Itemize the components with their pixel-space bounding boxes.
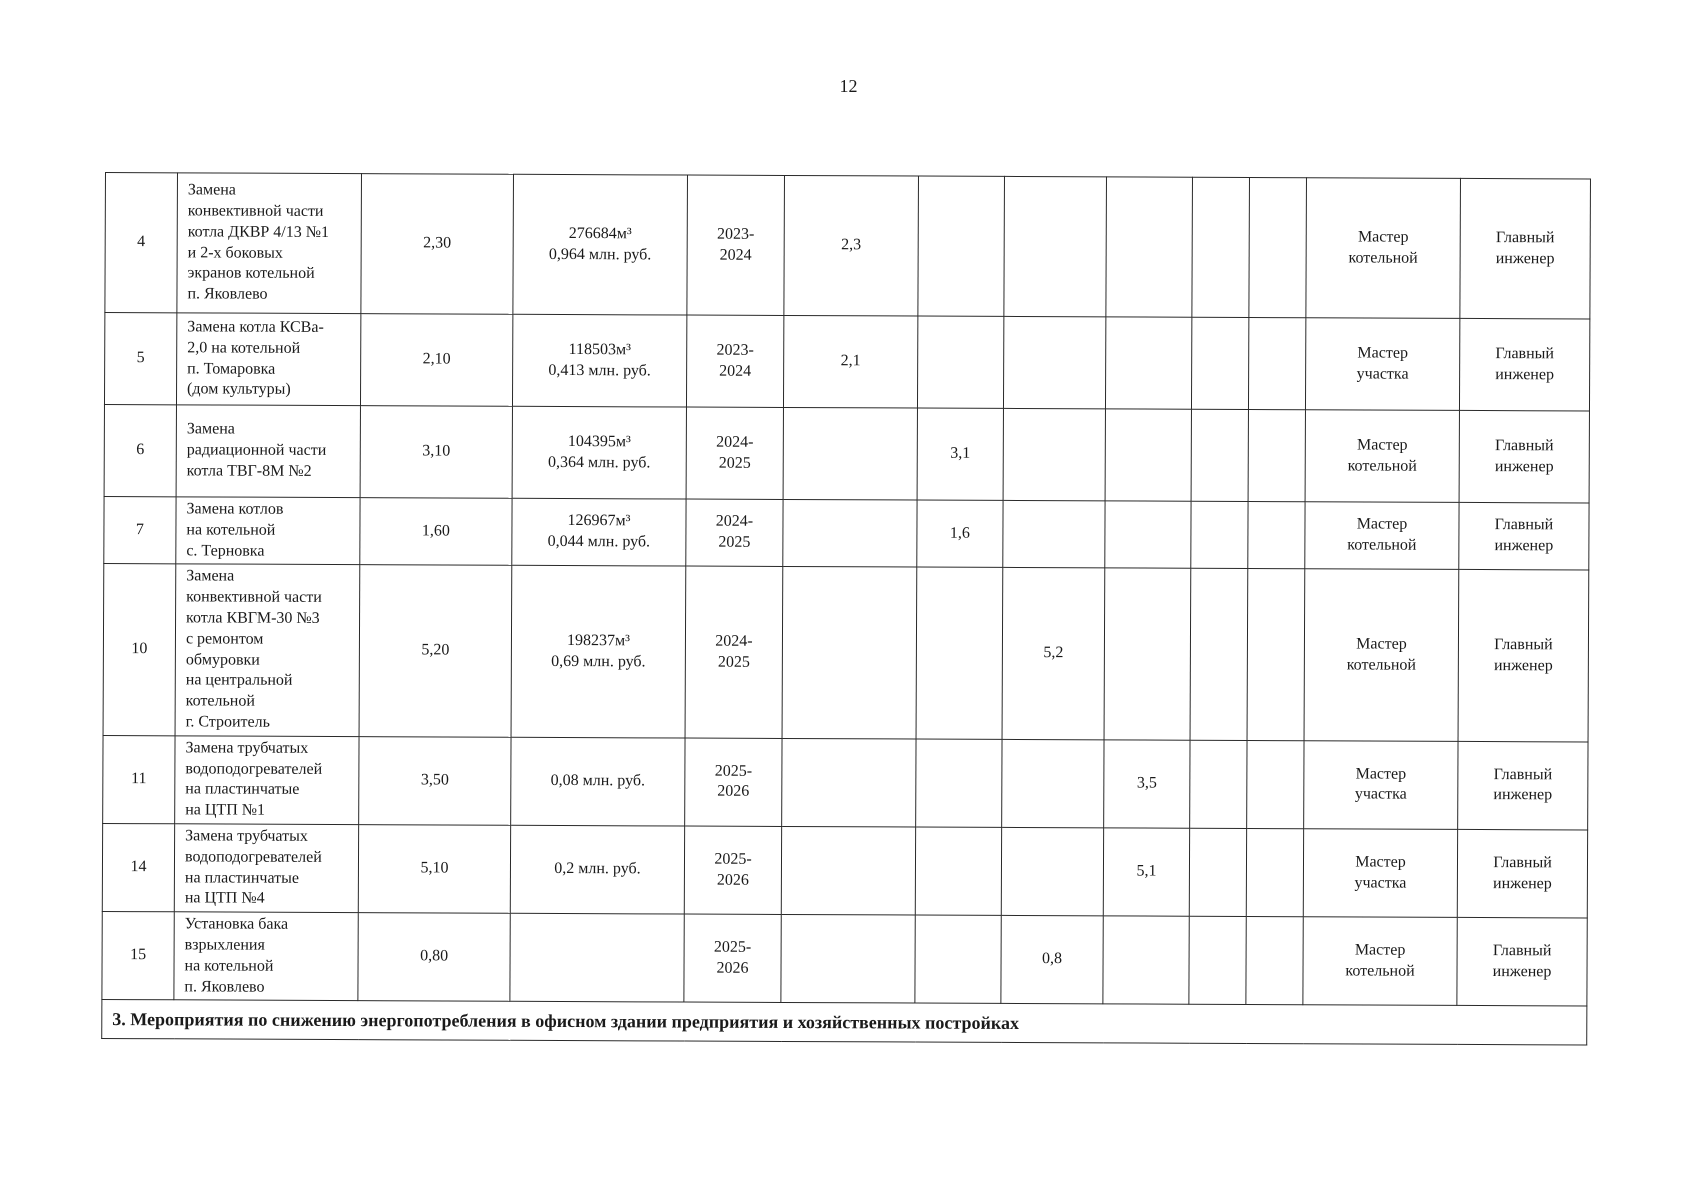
executor-cell: Мастер участка (1304, 741, 1458, 830)
section-row (102, 1000, 1587, 1045)
cost-cell: 5,20 (359, 565, 512, 737)
responsible-cell: Главный инженер (1457, 918, 1587, 1007)
period-cell: 2025- 2026 (684, 914, 781, 1003)
executor-cell: Мастер котельной (1305, 502, 1459, 570)
row-number-cell: 15 (102, 912, 174, 1001)
volume-year-1-cell (781, 915, 915, 1004)
measure-name-cell: Установка бака взрыхления на котельной п. Яковлево (174, 912, 358, 1001)
measure-name-cell: Замена котла КСВа- 2,0 на котельной п. Томаровка (дом культуры) (176, 313, 360, 406)
volume-year-4-cell: 5,1 (1103, 828, 1189, 917)
volume-year-1-cell (783, 499, 917, 567)
volume-year-4-cell (1106, 177, 1193, 317)
measures-table (101, 172, 1591, 1046)
extra-column-2-cell (1246, 917, 1303, 1005)
volume-year-2-cell (917, 316, 1003, 408)
table-row (104, 404, 1589, 502)
cost-cell: 1,60 (360, 498, 512, 566)
extra-column-1-cell (1190, 569, 1248, 741)
row-number-cell: 5 (104, 313, 176, 405)
volume-year-4-cell (1105, 317, 1191, 409)
volume-year-1-cell (782, 567, 917, 739)
volume-year-2-cell: 1,6 (917, 500, 1003, 568)
executor-cell: Мастер котельной (1306, 178, 1461, 319)
row-number-cell: 6 (104, 404, 176, 496)
expected-effect-cell: 198237м³ 0,69 млн. руб. (511, 566, 686, 738)
executor-cell: Мастер котельной (1305, 410, 1459, 503)
table-row (102, 823, 1587, 918)
volume-year-1-cell (781, 826, 915, 915)
volume-year-3-cell: 5,2 (1002, 568, 1105, 740)
volume-year-3-cell: 0,8 (1001, 916, 1103, 1005)
volume-year-1-cell (783, 407, 917, 500)
extra-column-2-cell (1247, 740, 1304, 828)
volume-year-3-cell (1004, 176, 1107, 316)
extra-column-1-cell (1191, 317, 1248, 409)
volume-year-4-cell (1105, 501, 1191, 569)
responsible-cell: Главный инженер (1459, 502, 1589, 570)
expected-effect-cell: 276684м³ 0,964 млн. руб. (513, 174, 688, 315)
expected-effect-cell: 0,08 млн. руб. (511, 737, 685, 826)
volume-year-3-cell (1001, 827, 1103, 916)
table-body (102, 173, 1591, 1046)
volume-year-2-cell: 3,1 (917, 408, 1003, 500)
volume-year-2-cell (915, 915, 1001, 1004)
table-row (103, 564, 1589, 742)
volume-year-3-cell (1003, 316, 1105, 408)
extra-column-1-cell (1192, 177, 1250, 317)
cost-cell: 3,50 (359, 736, 511, 825)
period-cell: 2024- 2025 (686, 407, 783, 499)
extra-column-1-cell (1189, 916, 1246, 1004)
volume-year-4-cell (1105, 409, 1191, 501)
period-cell: 2025- 2026 (685, 738, 782, 827)
period-cell: 2025- 2026 (684, 826, 781, 915)
period-cell: 2023- 2024 (686, 315, 783, 407)
executor-cell: Мастер котельной (1303, 917, 1457, 1006)
volume-year-1-cell: 2,3 (784, 175, 919, 316)
cost-cell: 5,10 (358, 825, 510, 914)
volume-year-2-cell (916, 567, 1003, 739)
extra-column-2-cell (1248, 501, 1305, 569)
volume-year-4-cell: 3,5 (1104, 740, 1190, 829)
period-cell: 2023- 2024 (687, 175, 785, 315)
extra-column-2-cell (1247, 569, 1305, 741)
responsible-cell: Главный инженер (1458, 741, 1588, 830)
measure-name-cell: Замена трубчатых водоподогревателей на пластинчатые на ЦТП №1 (175, 736, 359, 825)
cost-cell: 0,80 (358, 913, 510, 1002)
page-number: 12 (839, 76, 858, 96)
expected-effect-cell: 104395м³ 0,364 млн. руб. (512, 406, 686, 499)
table-row (104, 496, 1589, 570)
volume-year-1-cell: 2,1 (783, 315, 917, 408)
row-number-cell: 14 (102, 823, 174, 912)
table-row (105, 173, 1591, 319)
volume-year-3-cell (1003, 500, 1105, 568)
measure-name-cell: Замена трубчатых водоподогревателей на пластинчатые на ЦТП №4 (174, 824, 358, 913)
period-cell: 2024- 2025 (685, 566, 783, 738)
measure-name-cell: Замена радиационной части котла ТВГ-8М №2 (176, 405, 360, 498)
volume-year-3-cell (1002, 739, 1104, 828)
executor-cell: Мастер участка (1305, 318, 1459, 411)
responsible-cell: Главный инженер (1458, 570, 1589, 742)
row-number-cell: 7 (104, 496, 176, 564)
volume-year-2-cell (918, 176, 1005, 316)
extra-column-2-cell (1249, 177, 1307, 317)
expected-effect-cell: 118503м³ 0,413 млн. руб. (512, 314, 686, 407)
cost-cell: 2,10 (360, 314, 512, 407)
responsible-cell: Главный инженер (1459, 318, 1589, 411)
extra-column-1-cell (1191, 409, 1248, 501)
row-number-cell: 4 (105, 173, 178, 313)
extra-column-2-cell (1248, 409, 1305, 501)
expected-effect-cell: 0,2 млн. руб. (510, 825, 684, 914)
table-row (103, 735, 1588, 830)
table-row (104, 313, 1589, 411)
expected-effect-cell (510, 913, 684, 1002)
measure-name-cell: Замена котлов на котельной с. Терновка (176, 497, 360, 565)
row-number-cell: 10 (103, 564, 176, 736)
responsible-cell: Главный инженер (1460, 178, 1591, 319)
volume-year-2-cell (916, 739, 1002, 828)
expected-effect-cell: 126967м³ 0,044 млн. руб. (512, 498, 686, 566)
responsible-cell: Главный инженер (1457, 829, 1587, 918)
extra-column-1-cell (1191, 501, 1248, 569)
extra-column-2-cell (1248, 317, 1305, 409)
section-heading: 3. Мероприятия по снижению энергопотребления в офисном здании предприятия и хозяйственных постройках (102, 1000, 1587, 1045)
table-row (102, 912, 1587, 1007)
period-cell: 2024- 2025 (686, 499, 783, 567)
volume-year-4-cell (1103, 916, 1189, 1005)
measure-name-cell: Замена конвективной части котла ДКВР 4/13 №1 и 2-х боковых экранов котельной п. Яковлево (177, 173, 362, 314)
cost-cell: 3,10 (360, 406, 512, 499)
executor-cell: Мастер котельной (1304, 569, 1459, 741)
measure-name-cell: Замена конвективной части котла КВГМ-30 №3 с ремонтом обмуровки на центральной котельной г. Строитель (175, 564, 360, 736)
cost-cell: 2,30 (361, 174, 514, 315)
responsible-cell: Главный инженер (1459, 410, 1589, 503)
volume-year-4-cell (1104, 568, 1191, 740)
executor-cell: Мастер участка (1303, 829, 1457, 918)
volume-year-2-cell (915, 827, 1001, 916)
extra-column-1-cell (1189, 828, 1246, 916)
extra-column-2-cell (1246, 828, 1303, 916)
extra-column-1-cell (1190, 740, 1247, 828)
volume-year-1-cell (782, 738, 916, 827)
volume-year-3-cell (1003, 408, 1105, 500)
row-number-cell: 11 (103, 735, 175, 824)
